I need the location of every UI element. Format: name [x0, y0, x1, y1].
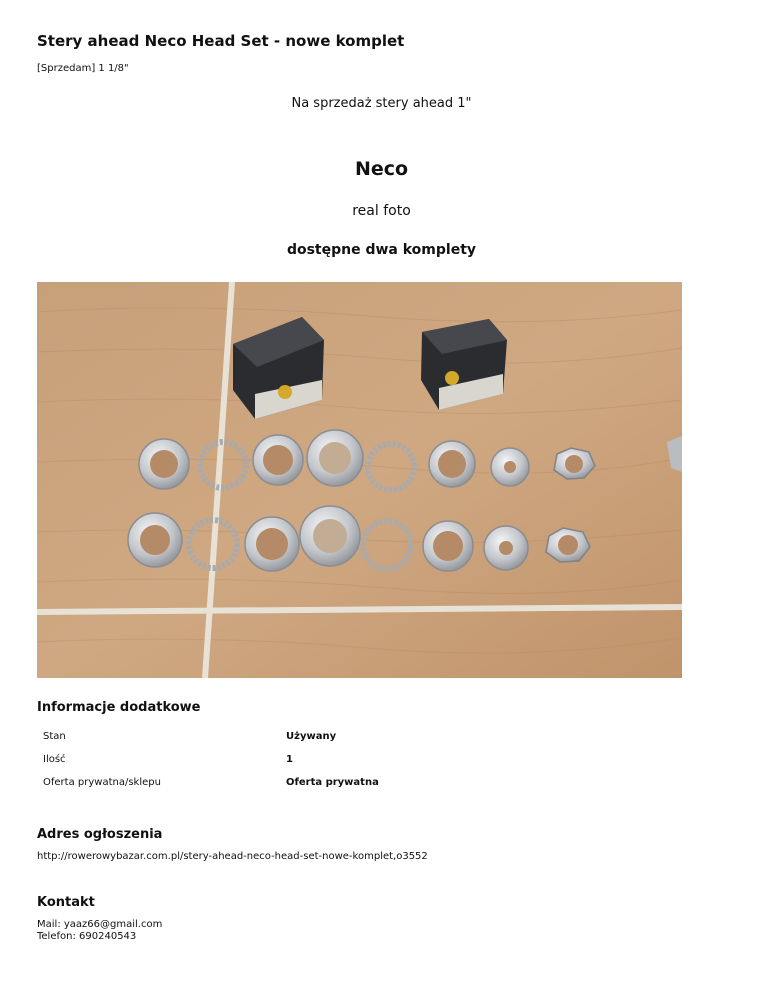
info-table — [37, 725, 682, 794]
description-real-foto: real foto — [352, 203, 411, 219]
info-row — [37, 725, 682, 748]
info-heading: Informacje dodatkowe — [37, 700, 201, 715]
listing-title: Stery ahead Neco Head Set - nowe komplet — [37, 32, 405, 50]
description-brand: Neco — [354, 158, 409, 180]
listing-url[interactable]: http://rowerowybazar.com.pl/stery-ahead-neco-head-set-nowe-komplet,o3552 — [37, 851, 428, 862]
product-photo — [37, 282, 682, 678]
listing-subtitle: [Sprzedam] 1 1/8" — [37, 63, 129, 74]
contact-details — [37, 919, 162, 943]
info-label: Ilość — [43, 754, 66, 765]
description-availability: dostępne dwa komplety — [286, 242, 477, 258]
description-intro: Na sprzedaż stery ahead 1" — [291, 96, 472, 111]
address-heading: Adres ogłoszenia — [37, 827, 163, 842]
info-value: Oferta prywatna — [286, 777, 379, 788]
contact-heading: Kontakt — [37, 895, 95, 910]
info-row — [37, 771, 682, 794]
info-value: Używany — [286, 731, 337, 742]
contact-mail[interactable]: Mail: yaaz66@gmail.com — [37, 919, 163, 930]
info-label: Oferta prywatna/sklepu — [43, 777, 161, 788]
info-row — [37, 748, 682, 771]
contact-phone[interactable]: Telefon: 690240543 — [37, 931, 137, 942]
info-label: Stan — [43, 731, 66, 742]
info-value: 1 — [286, 754, 293, 765]
